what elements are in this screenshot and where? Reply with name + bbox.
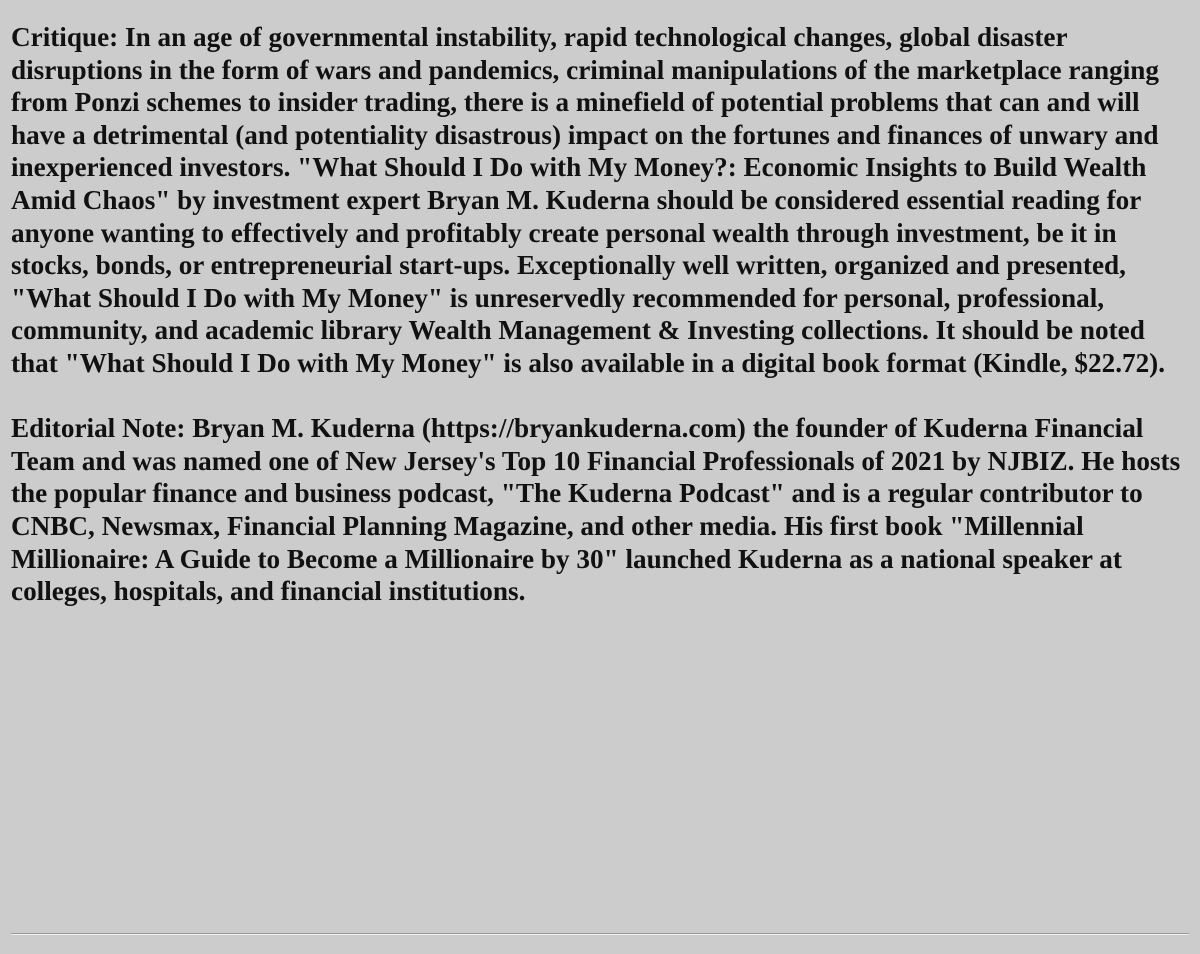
horizontal-divider [11, 933, 1189, 935]
editorial-note-paragraph: Editorial Note: Bryan M. Kuderna (https://bryankuderna.com) the founder of Kuderna Financial Team and was named one of New Jersey's Top 10 Financial Professionals of 2021 by NJBIZ. He hosts the popular finance and business podcast, "The Kuderna Podcast" and is a regular contributor to CNBC, Newsmax, Financial Planning Magazine, and other media. His first book "Millennial Millionaire: A Guide to Become a Millionaire by 30" launched Kuderna as a national speaker at colleges, hospitals, and financial institutions. [11, 413, 1181, 607]
review-body [11, 21, 1191, 608]
critique-paragraph: Critique: In an age of governmental instability, rapid technological changes, global disaster disruptions in the form of wars and pandemics, criminal manipulations of the marketplace ranging from Ponzi schemes to insider trading, there is a minefield of potential problems that can and will have a detrimental (and potentiality disastrous) impact on the fortunes and finances of unwary and inexperienced investors. "What Should I Do with My Money?: Economic Insights to Build Wealth Amid Chaos" by investment expert Bryan M. Kuderna should be considered essential reading for anyone wanting to effectively and profitably create personal wealth through investment, be it in stocks, bonds, or entrepreneurial start-ups. Exceptionally well written, organized and presented, "What Should I Do with My Money" is unreservedly recommended for personal, professional, community, and academic library Wealth Management & Investing collections. It should be noted that "What Should I Do with My Money" is also available in a digital book format (Kindle, $22.72). [11, 22, 1166, 378]
